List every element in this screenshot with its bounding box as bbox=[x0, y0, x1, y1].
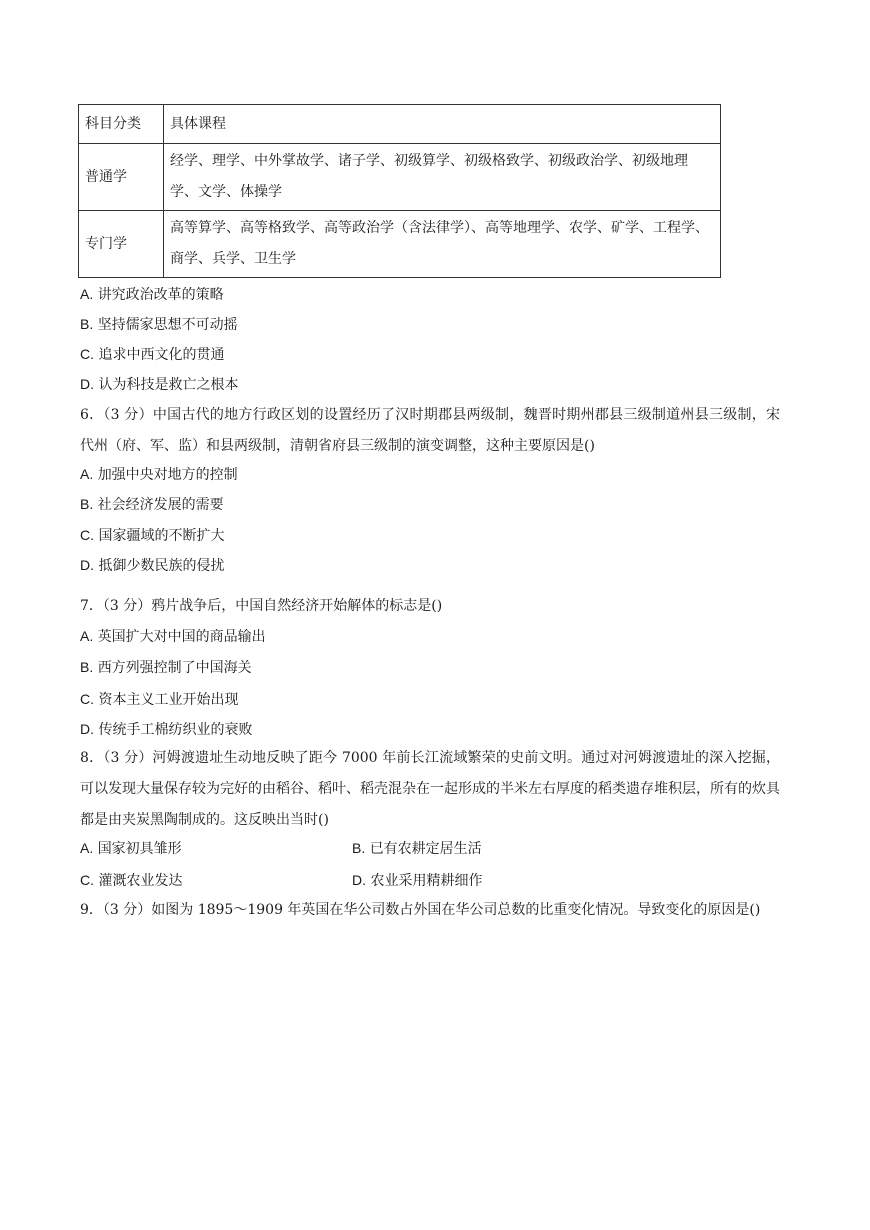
q8-option-d[interactable]: D. 农业采用精耕细作 bbox=[352, 872, 483, 889]
table-cell-courses: 高等算学、高等格致学、高等政治学（含法律学）、高等地理学、农学、矿学、工程学、商学、兵学、卫生学 bbox=[164, 211, 721, 278]
table-row bbox=[79, 211, 721, 278]
q5-option-a[interactable]: A. 讲究政治改革的策略 bbox=[80, 286, 224, 303]
q6-option-c[interactable]: C. 国家疆域的不断扩大 bbox=[80, 527, 225, 544]
table-cell-courses: 经学、理学、中外掌故学、诸子学、初级算学、初级格致学、初级政治学、初级地理学、文学、体操学 bbox=[164, 144, 721, 211]
table-row bbox=[79, 144, 721, 211]
q8-option-a[interactable]: A. 国家初具雏形 bbox=[80, 840, 182, 857]
q6-option-b[interactable]: B. 社会经济发展的需要 bbox=[80, 496, 224, 513]
table-cell-category: 专门学 bbox=[79, 211, 164, 278]
curriculum-table bbox=[78, 104, 721, 278]
q6-option-a[interactable]: A. 加强中央对地方的控制 bbox=[80, 466, 238, 483]
q7-stem: 7．（3 分）鸦片战争后，中国自然经济开始解体的标志是() bbox=[80, 598, 443, 614]
q7-option-c[interactable]: C. 资本主义工业开始出现 bbox=[80, 691, 239, 708]
q8-stem: 8．（3 分）河姆渡遗址生动地反映了距今 7000 年前长江流域繁荣的史前文明。通过对河姆渡遗址的深入挖掘，可以发现大量保存较为完好的由稻谷、稻叶、稻壳混杂在一起形成的半米左右厚度的稻类遗存堆积层，所有的炊具都是由夹炭黑陶制成的。这反映出当时() bbox=[80, 750, 780, 828]
q9-stem: 9．（3 分）如图为 1895～1909 年英国在华公司数占外国在华公司总数的比重变化情况。导致变化的原因是() bbox=[80, 902, 761, 918]
table-header-category: 科目分类 bbox=[79, 105, 164, 144]
q7-option-d[interactable]: D. 传统手工棉纺织业的衰败 bbox=[80, 721, 253, 738]
q5-option-c[interactable]: C. 追求中西文化的贯通 bbox=[80, 346, 225, 363]
q6-stem: 6．（3 分）中国古代的地方行政区划的设置经历了汉时期郡县两级制，魏晋时期州郡县三级制道州县三级制，宋代州（府、军、监）和县两级制，清朝省府县三级制的演变调整，这种主要原因是() bbox=[80, 407, 780, 454]
q5-option-b[interactable]: B. 坚持儒家思想不可动摇 bbox=[80, 316, 238, 333]
q5-option-d[interactable]: D. 认为科技是救亡之根本 bbox=[80, 376, 239, 393]
q7-option-a[interactable]: A. 英国扩大对中国的商品输出 bbox=[80, 628, 266, 645]
q8-option-c[interactable]: C. 灌溉农业发达 bbox=[80, 872, 183, 889]
table-header-row bbox=[79, 105, 721, 144]
q8-option-b[interactable]: B. 已有农耕定居生活 bbox=[352, 840, 482, 857]
table-cell-category: 普通学 bbox=[79, 144, 164, 211]
table-header-courses: 具体课程 bbox=[164, 105, 721, 144]
q6-option-d[interactable]: D. 抵御少数民族的侵扰 bbox=[80, 557, 225, 574]
q7-option-b[interactable]: B. 西方列强控制了中国海关 bbox=[80, 659, 252, 676]
